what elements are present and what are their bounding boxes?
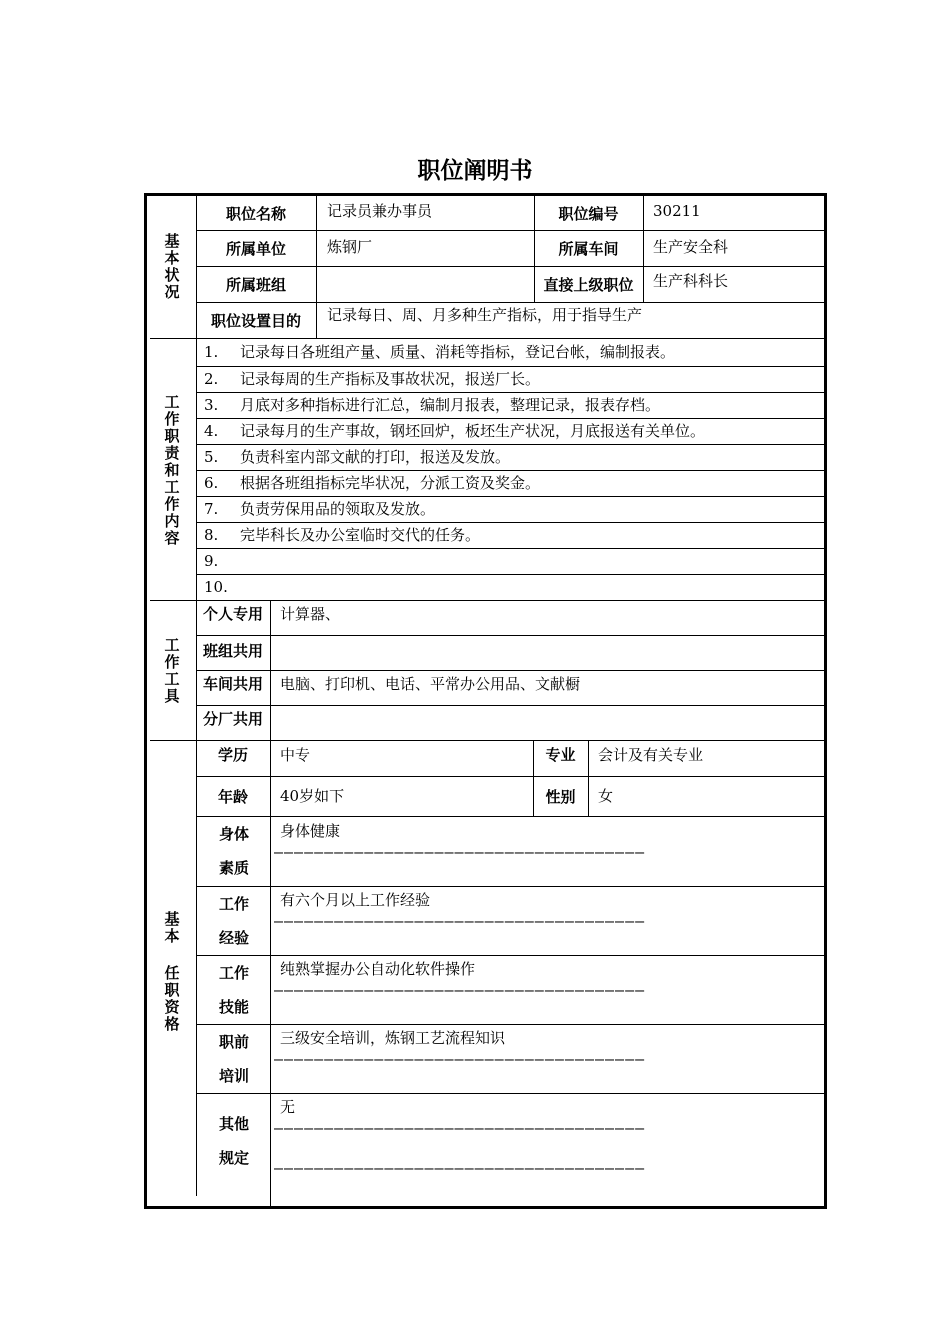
education-value: 中专 — [280, 746, 311, 764]
section-tools-label: 工作工具 — [162, 637, 181, 705]
other-label: 其他 规定 — [218, 1115, 249, 1167]
list-item: 7. 负责劳保用品的领取及发放。 — [204, 500, 436, 518]
tools-personal-label: 个人专用 — [202, 605, 263, 623]
purpose-label: 职位设置目的 — [210, 311, 301, 330]
section-qualifications-label: 基本 任职资格 — [162, 911, 181, 1033]
superior-label: 直接上级职位 — [543, 275, 634, 294]
skills-value: 纯熟掌握办公自动化软件操作 — [280, 960, 476, 978]
education-label: 学历 — [217, 745, 248, 764]
skills-label: 工作 技能 — [218, 963, 249, 1016]
unit-value: 炼钢厂 — [327, 238, 373, 256]
purpose-value: 记录每日、周、月多种生产指标，用于指导生产 — [327, 306, 643, 324]
other-value: 无 — [280, 1098, 296, 1116]
experience-value: 有六个月以上工作经验 — [280, 891, 431, 909]
training-value: 三级安全培训，炼钢工艺流程知识 — [280, 1029, 506, 1047]
health-value: 身体健康 — [280, 822, 341, 840]
tools-workshop-label: 车间共用 — [202, 675, 263, 693]
dashed-line: ————————————————————————————————————— — [274, 1050, 646, 1068]
list-item: 1. 记录每日各班组产量、质量、消耗等指标，登记台帐，编制报表。 — [204, 343, 676, 361]
list-item: 5. 负责科室内部文献的打印，报送及发放。 — [204, 448, 511, 466]
tools-workshop-value: 电脑、打印机、电话、平常办公用品、文献橱 — [280, 675, 581, 693]
list-item: 8. 完毕科长及办公室临时交代的任务。 — [204, 526, 481, 544]
unit-label: 所属单位 — [225, 239, 286, 258]
dashed-line: ————————————————————————————————————— — [274, 1159, 646, 1177]
list-item: 10. — [204, 578, 228, 596]
gender-label: 性别 — [545, 787, 576, 806]
document-title: 职位阐明书 — [417, 158, 533, 184]
tools-branch-label: 分厂共用 — [202, 709, 263, 728]
position-code-label: 职位编号 — [558, 204, 619, 223]
list-item: 4. 记录每月的生产事故，钢坯回炉，板坯生产状况，月底报送有关单位。 — [204, 422, 706, 440]
list-item: 6. 根据各班组指标完毕状况，分派工资及奖金。 — [204, 474, 541, 492]
workshop-value: 生产安全科 — [653, 238, 729, 256]
major-value: 会计及有关专业 — [598, 746, 704, 764]
tools-personal-value: 计算器、 — [280, 605, 341, 623]
health-label: 身体 素质 — [218, 825, 249, 877]
experience-label: 工作 经验 — [218, 894, 249, 947]
section-duties-label: 工作职责和工作内容 — [162, 393, 181, 547]
gender-value: 女 — [598, 787, 614, 805]
age-label: 年龄 — [217, 787, 248, 806]
dashed-line: ————————————————————————————————————— — [274, 981, 646, 999]
position-name-value: 记录员兼办事员 — [327, 202, 433, 220]
major-label: 专业 — [545, 745, 576, 764]
dashed-line: ————————————————————————————————————— — [274, 843, 646, 861]
training-label: 职前 培训 — [218, 1032, 249, 1085]
dashed-line: ————————————————————————————————————— — [274, 912, 646, 930]
list-item: 9. — [204, 552, 219, 570]
list-item: 2. 记录每周的生产指标及事故状况，报送厂长。 — [204, 370, 541, 388]
age-value: 40岁如下 — [280, 787, 345, 805]
workshop-label: 所属车间 — [558, 239, 619, 258]
section-basic-label: 基本状况 — [162, 233, 181, 301]
team-label: 所属班组 — [225, 275, 286, 294]
superior-value: 生产科科长 — [653, 272, 729, 290]
position-name-label: 职位名称 — [225, 204, 286, 223]
position-code-value: 30211 — [653, 202, 701, 220]
tools-team-label: 班组共用 — [202, 641, 263, 660]
dashed-line: ————————————————————————————————————— — [274, 1119, 646, 1137]
list-item: 3. 月底对多种指标进行汇总，编制月报表，整理记录，报表存档。 — [204, 396, 661, 414]
